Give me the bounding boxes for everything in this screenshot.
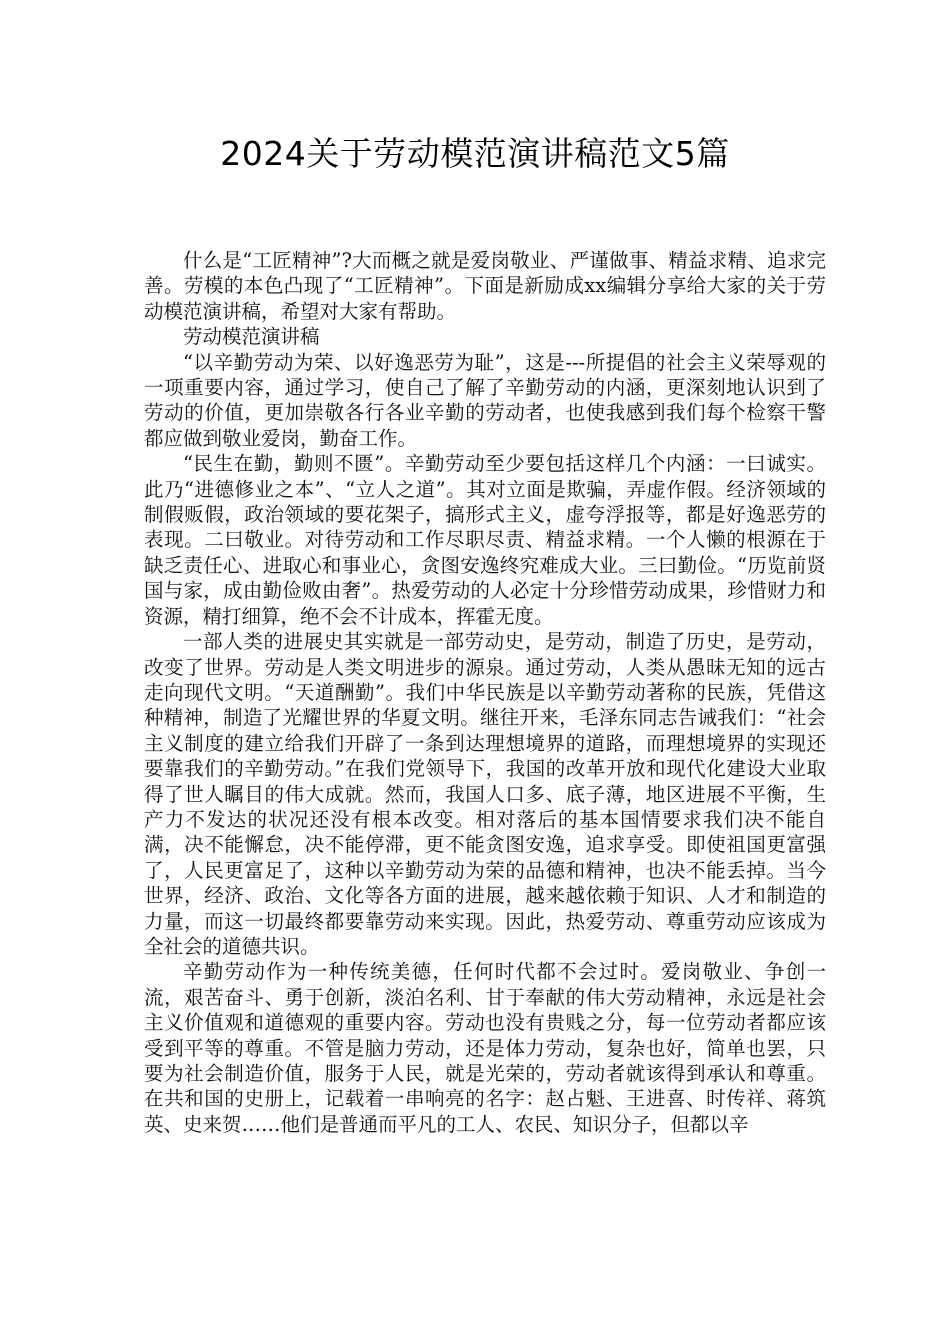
paragraph-intro: 什么是“工匠精神”?大而概之就是爱岗敬业、严谨做事、精益求精、追求完善。劳模的本色凸现了“工匠精神”。下面是新励成xx编辑分享给大家的关于劳动模范演讲稿，希望对大家有帮助。 [144,249,826,323]
paragraph-2: “民生在勤，勤则不匮”。辛勤劳动至少要包括这样几个内涵：一曰诚实。此乃“进德修业之本”、“立人之道”。其对立面是欺骗，弄虚作假。经济领域的制假贩假，政治领域的要花架子，搞形式主义，虚夸浮报等，都是好逸恶劳的表现。二曰敬业。对待劳动和工作尽职尽责、精益求精。一个人懒的根源在于缺乏责任心、进取心和事业心，贪图安逸终究难成大业。三曰勤俭。“历览前贤国与家，成由勤俭败由奢”。热爱劳动的人必定十分珍惜劳动成果，珍惜财力和资源，精打细算，绝不会不计成本，挥霍无度。 [144,452,826,628]
paragraph-4: 辛勤劳动作为一种传统美德，任何时代都不会过时。爱岗敬业、争创一流，艰苦奋斗、勇于创新，淡泊名利、甘于奉献的伟大劳动精神，永远是社会主义价值观和道德观的重要内容。劳动也没有贵贱之分，每一位劳动者都应该受到平等的尊重。不管是脑力劳动，还是体力劳动，复杂也好，简单也罢，只要为社会制造价值，服务于人民，就是光荣的，劳动者就该得到承认和尊重。在共和国的史册上，记载着一串响亮的名字：赵占魁、王进喜、时传祥、蒋筑英、史来贺……他们是普通而平凡的工人、农民、知识分子，但都以辛 [144,960,826,1136]
document-body [144,248,826,1137]
document-title: 2024关于劳动模范演讲稿范文5篇 [220,134,730,173]
paragraph-1: “以辛勤劳动为荣、以好逸恶劳为耻”，这是---所提倡的社会主义荣辱观的一项重要内容，通过学习，使自己了解了辛勤劳动的内涵，更深刻地认识到了劳动的价值，更加崇敬各行各业辛勤的劳动者，也使我感到我们每个检察干警都应做到敬业爱岗，勤奋工作。 [144,350,826,450]
paragraph-3: 一部人类的进展史其实就是一部劳动史，是劳动，制造了历史，是劳动，改变了世界。劳动是人类文明进步的源泉。通过劳动，人类从愚昧无知的远古走向现代文明。“天道酬勤”。我们中华民族是以辛勤劳动著称的民族，凭借这种精神，制造了光耀世界的华夏文明。继往开来，毛泽东同志告诫我们：“社会主义制度的建立给我们开辟了一条到达理想境界的道路，而理想境界的实现还要靠我们的辛勤劳动。”在我们党领导下，我国的改革开放和现代化建设大业取得了世人瞩目的伟大成就。然而，我国人口多、底子薄，地区进展不平衡，生产力不发达的状况还没有根本改变。相对落后的基本国情要求我们决不能自满，决不能懈怠，决不能停滞，更不能贪图安逸，追求享受。即使祖国更富强了，人民更富足了，这种以辛勤劳动为荣的品德和精神，也决不能丢掉。当今世界，经济、政治、文化等各方面的进展，越来越依赖于知识、人才和制造的力量，而这一切最终都要靠劳动来实现。因此，热爱劳动、尊重劳动应该成为全社会的道德共识。 [144,630,826,958]
section-heading: 劳动模范演讲稿 [183,325,320,349]
